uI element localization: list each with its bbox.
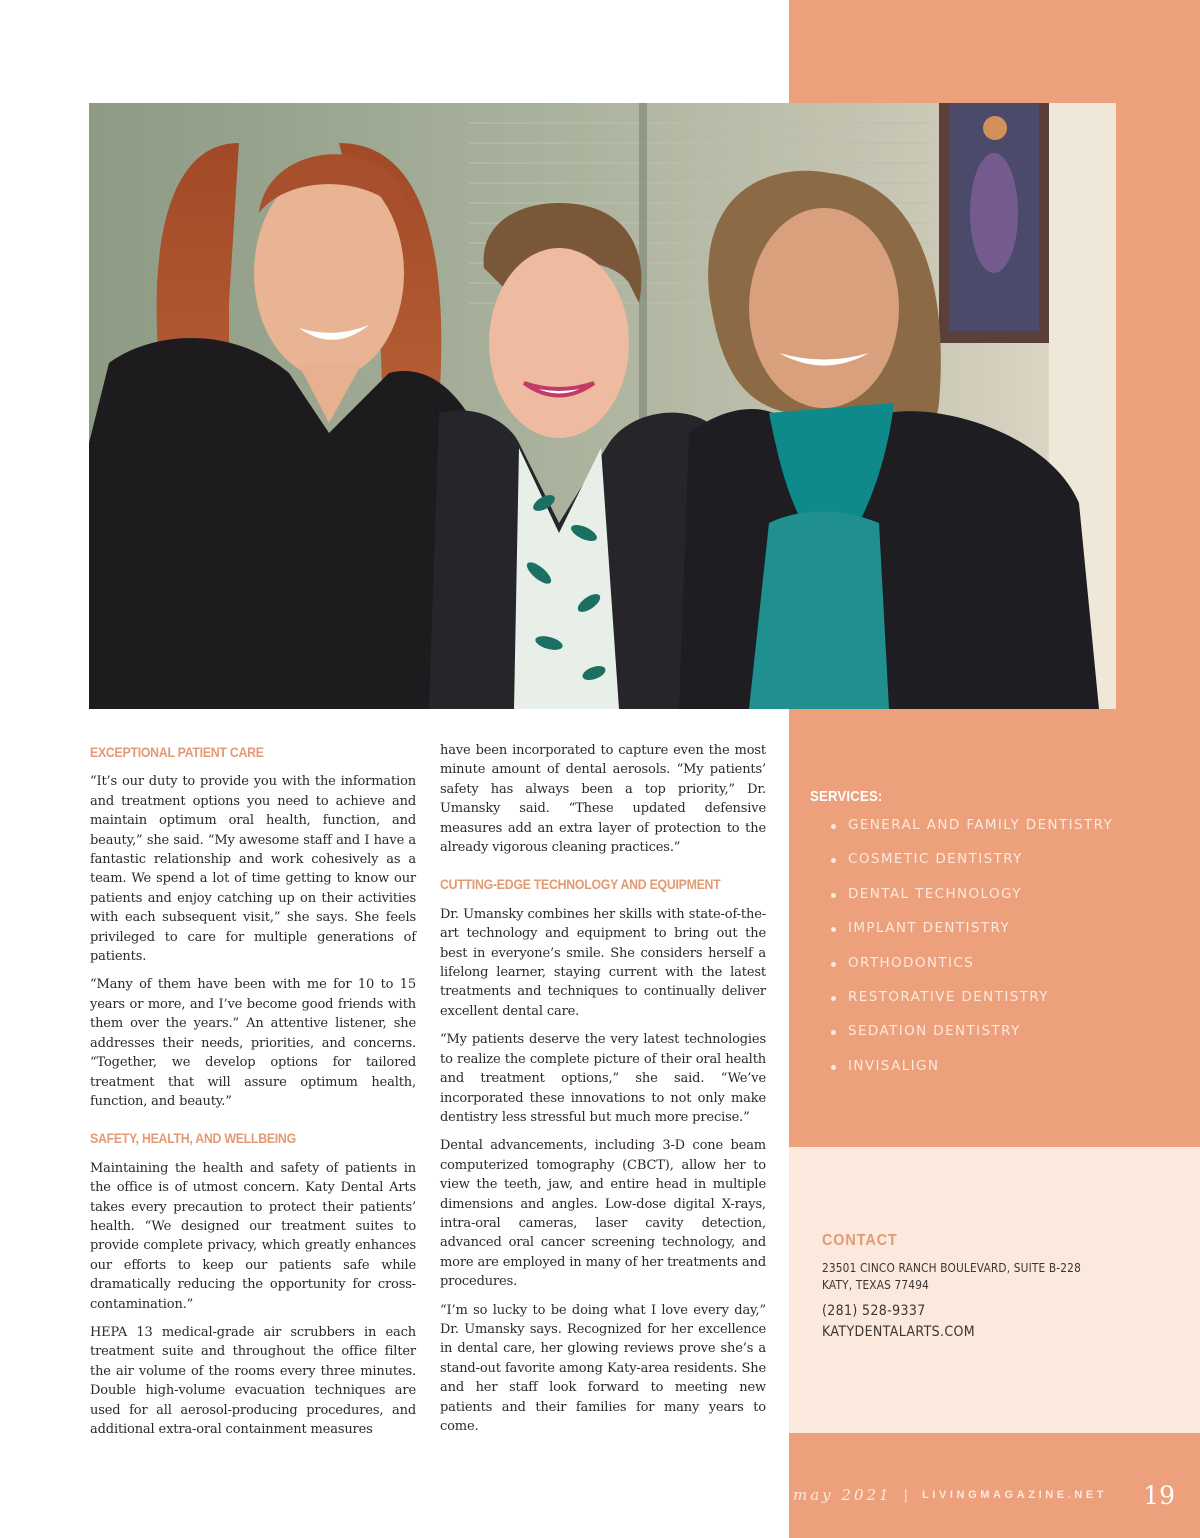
contact-phone[interactable]: (281) 528-9337 <box>822 1303 926 1319</box>
bullet-icon <box>831 1030 836 1035</box>
section-heading: CUTTING-EDGE TECHNOLOGY AND EQUIPMENT <box>440 876 721 893</box>
service-item: RESTORATIVE DENTISTRY <box>810 989 1180 1023</box>
contact-address-line-2: KATY, TEXAS 77494 <box>822 1278 929 1292</box>
bullet-icon <box>831 893 836 898</box>
bullet-icon <box>831 858 836 863</box>
service-item: DENTAL TECHNOLOGY <box>810 886 1180 920</box>
service-item: INVISALIGN <box>810 1058 1180 1092</box>
services-title: SERVICES: <box>810 788 883 805</box>
service-item: SEDATION DENTISTRY <box>810 1023 1180 1057</box>
paragraph: HEPA 13 medical-grade air scrubbers in each treatment suite and throughout the office filter the air volume of the rooms every three minutes. Double high-volume evacuation techniques are used for all aerosol-producing procedures, and additional extra-oral containment measures <box>90 1324 416 1437</box>
services-list <box>810 817 1180 1092</box>
paragraph: have been incorporated to capture even the most minute amount of dental aerosols. “My patients’ safety has always been a top priority,” Dr. Umansky said. “These updated defensive measures add an extra layer of protection to the already vigorous cleaning practices.” <box>440 743 766 856</box>
bullet-icon <box>831 1065 836 1070</box>
article-column-2 <box>440 741 766 1445</box>
contact-website-link[interactable]: KATYDENTALARTS.COM <box>822 1324 976 1340</box>
contact-address-line-1: 23501 CINCO RANCH BOULEVARD, SUITE B-228 <box>822 1261 1081 1275</box>
bullet-icon <box>831 962 836 967</box>
service-item: ORTHODONTICS <box>810 955 1180 989</box>
service-item: GENERAL AND FAMILY DENTISTRY <box>810 817 1180 851</box>
services-box <box>810 788 1180 1092</box>
paragraph: Dental advancements, including 3-D cone beam computerized tomography (CBCT), allow her to view the teeth, jaw, and entire head in multiple dimensions and angles. Low-dose digital X-rays, intra-oral cameras, laser cavity detection, advanced oral cancer screening technology, and more are employed in many of her treatments and procedures. <box>440 1138 766 1290</box>
paragraph: Dr. Umansky combines her skills with state-of-the-art technology and equipment to bring out the best in everyone’s smile. She considers herself a lifelong learner, staying current with the latest treatments and techniques to continually deliver excellent dental care. <box>440 906 766 1019</box>
footer-separator: | <box>903 1487 908 1503</box>
service-item: IMPLANT DENTISTRY <box>810 920 1180 954</box>
bullet-icon <box>831 996 836 1001</box>
paragraph: “It’s our duty to provide you with the information and treatment options you need to achieve and maintain optimum oral health, function, and beauty,” she said. “My awesome staff and I have a fantastic relationship and work cohesively as a team. We spend a lot of time getting to know our patients and enjoy catching up on their activities with each subsequent visit,” she says. She feels privileged to care for multiple generations of patients. <box>90 774 416 965</box>
paragraph: Maintaining the health and safety of patients in the office is of utmost concern. Katy Dental Arts takes every precaution to protect their patients’ health. “We designed our treatment suites to provide complete privacy, which greatly enhances our efforts to keep our patients safe while dramatically reducing the opportunity for cross-contamination.” <box>90 1160 416 1312</box>
section-heading: EXCEPTIONAL PATIENT CARE <box>90 744 264 760</box>
article-column-1 <box>90 741 416 1448</box>
paragraph: “My patients deserve the very latest technologies to realize the complete picture of their oral health and treatment options,” she said. “We’ve incorporated these innovations to not only make dentistry less stressful but much more precise.” <box>440 1032 766 1125</box>
service-item: COSMETIC DENTISTRY <box>810 851 1180 885</box>
page-number: 19 <box>1143 1480 1175 1510</box>
bullet-icon <box>831 927 836 932</box>
bullet-icon <box>831 824 836 829</box>
contact-box <box>822 1232 1182 1343</box>
paragraph: “I’m so lucky to be doing what I love every day,” Dr. Umansky says. Recognized for her excellence in dental care, her glowing reviews prove she’s a stand-out favorite among Katy-area residents. She and her staff look forward to meeting new patients and their families for many years to come. <box>440 1302 766 1434</box>
paragraph: “Many of them have been with me for 10 to 15 years or more, and I’ve become good friends with them over the years.” An attentive listener, she addresses their needs, priorities, and concerns. “Together, we develop options for tailored treatment that will assure optimum health, function, and beauty.” <box>90 977 416 1109</box>
section-heading: SAFETY, HEALTH, AND WELLBEING <box>90 1130 296 1147</box>
contact-title: CONTACT <box>822 1232 898 1249</box>
staff-photo <box>89 103 1116 709</box>
issue-date: may 2021 <box>793 1486 892 1504</box>
page-footer <box>793 1480 1175 1510</box>
magazine-website-link[interactable]: LIVINGMAGAZINE.NET <box>921 1489 1108 1501</box>
